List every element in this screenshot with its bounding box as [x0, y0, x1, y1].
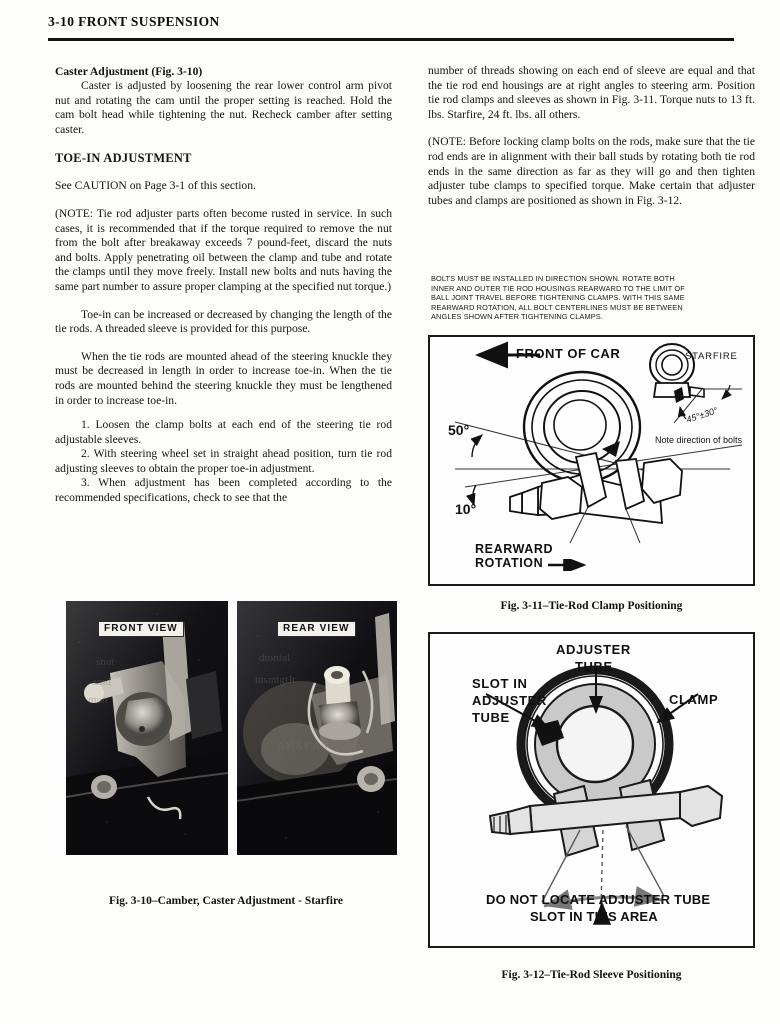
heading-caster-adjustment: Caster Adjustment (Fig. 3-10) [55, 65, 203, 78]
page-title: 3-10 FRONT SUSPENSION [48, 14, 220, 29]
label-starfire: STARFIRE [685, 351, 738, 362]
rear-view-suspension-photo [237, 601, 397, 855]
figure-3-10-caption: Fig. 3-10–Camber, Caster Adjustment - Starfire [109, 895, 343, 907]
front-view-suspension-photo [66, 601, 228, 855]
right-text-column [428, 64, 755, 208]
svg-text:amd: amd [92, 676, 111, 688]
paragraph-note-locking: (NOTE: Before locking clamp bolts on the rods, make sure that the tie rod ends are in alignment with their ball studs by rotating both tie rod ends in the same direction as far as they will go and then tighten adjuster tube clamps to specified torque. Make certain that adjuster tubes and clamps are positioned as shown in Fig. 3-12. [428, 135, 755, 207]
label-slot-line2: ADJUSTER [472, 693, 547, 708]
label-rotation: ROTATION [475, 556, 544, 570]
rearward-rotation-arrow-icon [548, 559, 592, 571]
notice-line-2: INNER AND OUTER TIE ROD HOUSINGS REARWARD TO THE LIMIT OF [431, 283, 685, 293]
figure-3-11-caption: Fig. 3-11–Tie-Rod Clamp Positioning [500, 600, 683, 612]
label-slot-line1: SLOT IN [472, 676, 528, 691]
step-3: 3. When adjustment has been completed according to the recommended specifications, check to see that the [55, 476, 392, 505]
front-view-label: FRONT VIEW [98, 621, 184, 637]
label-adjuster-tube-line1: ADJUSTER [556, 642, 631, 657]
notice-line-1: BOLTS MUST BE INSTALLED IN DIRECTION SHOWN. ROTATE BOTH [431, 274, 675, 283]
svg-text:mun: mun [88, 694, 108, 706]
notice-line-4: REARWARD ROTATION, ALL BOLT CENTERLINES MUST BE BETWEEN [431, 302, 683, 312]
label-warning-line2: SLOT IN THIS AREA [530, 909, 658, 924]
svg-text:dtonfal: dtonfal [259, 652, 291, 664]
notice-line-3: BALL JOINT TRAVEL BEFORE TIGHTENING CLAMPS. WITH THIS SAME [431, 293, 685, 303]
figure-3-11-box [428, 335, 755, 586]
figure-3-12-box [428, 632, 755, 948]
svg-text:AMA CAA: AMA CAA [277, 740, 329, 752]
label-angle-50: 50° [448, 422, 470, 438]
paragraph-tie-rods-mounted: When the tie rods are mounted ahead of the steering knuckle they must be decreased in length in order to increase toe-in. When the tie rods are mounted behind the steering knuckle they must be lengthened in order to increase toe-in. [55, 349, 392, 407]
heading-toe-in-adjustment: TOE-IN ADJUSTMENT [55, 151, 192, 166]
label-bolt-angle: 45°±30° [685, 405, 719, 425]
photo-rear-view [237, 601, 397, 855]
svg-text:tnsmtgtJt: tnsmtgtJt [255, 674, 296, 686]
label-clamp: CLAMP [669, 692, 719, 707]
label-angle-10: 10° [455, 501, 477, 517]
step-1: 1. Loosen the clamp bolts at each end of the steering tie rod adjustable sleeves. [55, 418, 392, 446]
label-rearward: REARWARD [475, 542, 554, 556]
paragraph-caster: Caster is adjusted by loosening the rear lower control arm pivot nut and rotating the cam until the proper setting is reached. Hold the cam bolt head while tightening the nut. Recheck camber after setting caster. [55, 79, 392, 136]
paragraph-note-rusted: (NOTE: Tie rod adjuster parts often become rusted in service. In such cases, it is recommended that if the torque required to remove the nut from the bolt after breakaway exceeds 7 pound-feet, discard the nuts and bolts. Apply penetrating oil between the clamp and tube and rotate the clamps until they move freely. Install new bolts and nuts having the same part number to assure proper clamping at the specified nut torque.) [55, 206, 392, 293]
step-2: 2. With steering wheel set in straight ahead position, turn tie rod adjusting sleeves to obtain the proper toe-in adjustment. [55, 447, 392, 475]
svg-text:snut: snut [96, 656, 115, 668]
notice-line-5: ANGLES SHOWN AFTER TIGHTENING CLAMPS. [431, 312, 603, 322]
label-warning-line1: DO NOT LOCATE ADJUSTER TUBE [486, 892, 711, 907]
photo-front-view [66, 601, 228, 855]
label-slot-line3: TUBE [472, 710, 510, 725]
figure-3-12-caption: Fig. 3-12–Tie-Rod Sleeve Positioning [501, 969, 682, 981]
header-rule [48, 38, 734, 41]
label-front-of-car: FRONT OF CAR [516, 346, 621, 361]
paragraph-continued: number of threads showing on each end of sleeve are equal and that the tie rod end housings are at right angles to steering arm. Position tie rod clamps and sleeves as shown in Fig. 3-11. Torque nuts to 13 ft. lbs. Starfire, 24 ft. lbs. all others. [428, 64, 755, 121]
label-adjuster-tube-line2: TUBE [575, 659, 613, 674]
paragraph-toein-change: Toe-in can be increased or decreased by changing the length of the tie rods. A threaded sleeve is provided for this purpose. [55, 307, 392, 336]
label-note-direction-of-bolts: Note direction of bolts [655, 435, 743, 445]
left-text-column [55, 64, 392, 506]
bolt-installation-notice [431, 274, 753, 322]
paragraph-caution-ref: See CAUTION on Page 3-1 of this section. [55, 179, 256, 193]
rear-view-label: REAR VIEW [277, 621, 356, 637]
page-header [48, 14, 748, 30]
